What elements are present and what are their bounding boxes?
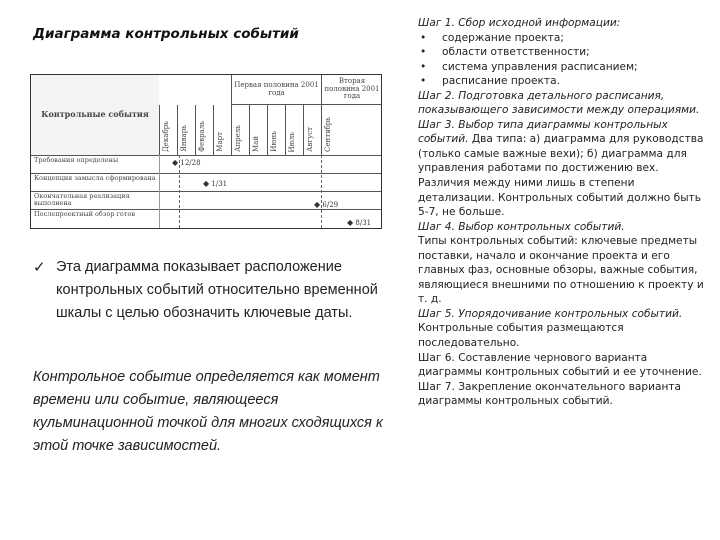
milestone-definition: Контрольное событие определяется как момент времени или событие, являющееся кульминационной точкой для многих сходящихся к этой точке зависимостей. bbox=[33, 369, 383, 454]
row-divider bbox=[159, 191, 381, 192]
milestone-marker: ◆ 12/28 bbox=[172, 157, 201, 167]
milestone-row-label: Требования определены bbox=[31, 155, 159, 173]
month-september: Сентябрь bbox=[321, 105, 339, 155]
step-6-text: Шаг 6. Составление чернового варианта диаграммы контрольных событий и ее уточнение. bbox=[418, 351, 702, 379]
step-7-text: Шаг 7. Закрепление окончательного варианта диаграммы контрольных событий. bbox=[418, 380, 682, 408]
month-april: Апрель bbox=[231, 105, 249, 155]
grid-line bbox=[159, 155, 160, 228]
check-item-text: Эта диаграмма показывает расположение контрольных событий относительно временной шкалы с целью обозначить ключевые даты. bbox=[56, 259, 378, 321]
check-mark-icon: ✓ bbox=[33, 259, 46, 276]
steps-column bbox=[418, 16, 708, 409]
step-4-title: Шаг 4. Выбор контрольных событий. bbox=[418, 220, 625, 233]
step-3-title: Шаг 3. Выбор типа диаграммы контрольных событий. bbox=[418, 118, 668, 146]
step-1-item: • содержание проекта; bbox=[418, 31, 708, 46]
milestone-marker: ◆ 1/31 bbox=[203, 178, 228, 188]
milestone-row-label: Концепция замысла сформирована bbox=[31, 173, 159, 191]
milestone-row-label: Послепроектный обзор готов bbox=[31, 209, 159, 227]
milestone-row-label: Окончательная реализация выполнена bbox=[31, 191, 159, 209]
step-1-item: • система управления расписанием; bbox=[418, 60, 708, 75]
second-half-header: Вторая половина 2001 года bbox=[321, 75, 382, 105]
step-1-item: • области ответственности; bbox=[418, 45, 708, 60]
milestone-marker: ◆ 8/31 bbox=[347, 217, 372, 227]
month-may: Май bbox=[249, 105, 267, 155]
page-title: Диаграмма контрольных событий bbox=[33, 26, 299, 42]
dashed-grid-line bbox=[321, 155, 322, 228]
month-july: Июль bbox=[285, 105, 303, 155]
month-march: Март bbox=[213, 105, 231, 155]
step-5-body: Контрольные события размещаются последовательно. bbox=[418, 322, 624, 350]
step-1-title: Шаг 1. Сбор исходной информации: bbox=[418, 17, 621, 29]
month-january: Январь bbox=[177, 105, 195, 155]
step-4-body: Типы контрольных событий: ключевые предметы поставки, начало и окончание проекта и его главных фаз, основные обзоры, важные события, являющиеся внешними по отношению к проекту и т. д. bbox=[418, 235, 704, 306]
check-list-item bbox=[33, 256, 388, 325]
month-february: Февраль bbox=[195, 105, 213, 155]
row-divider bbox=[159, 173, 381, 174]
chart-corner-label: Контрольные события bbox=[31, 75, 159, 155]
milestone-chart bbox=[30, 74, 382, 229]
month-december: Декабрь bbox=[159, 105, 177, 155]
step-3-body: Два типа: а) диаграмма для руководства (только самые важные вехи); б) диаграмма для управления работами по достижению вех. Различия между ними лишь в степени детализации. Контрольных событий должно быть 5-7, не больше. bbox=[418, 133, 704, 219]
step-1-item: • расписание проекта. bbox=[418, 74, 708, 89]
month-august: Август bbox=[303, 105, 321, 155]
first-half-header: Первая половина 2001 года bbox=[231, 75, 321, 105]
month-june: Июнь bbox=[267, 105, 285, 155]
row-divider bbox=[159, 155, 381, 156]
step-2-text: Шаг 2. Подготовка детального расписания, показывающего зависимости между операциями. bbox=[418, 89, 700, 117]
row-divider bbox=[159, 209, 381, 210]
milestone-marker: ◆ 6/29 bbox=[314, 199, 339, 209]
step-5-title: Шаг 5. Упорядочивание контрольных событий. bbox=[418, 307, 683, 320]
